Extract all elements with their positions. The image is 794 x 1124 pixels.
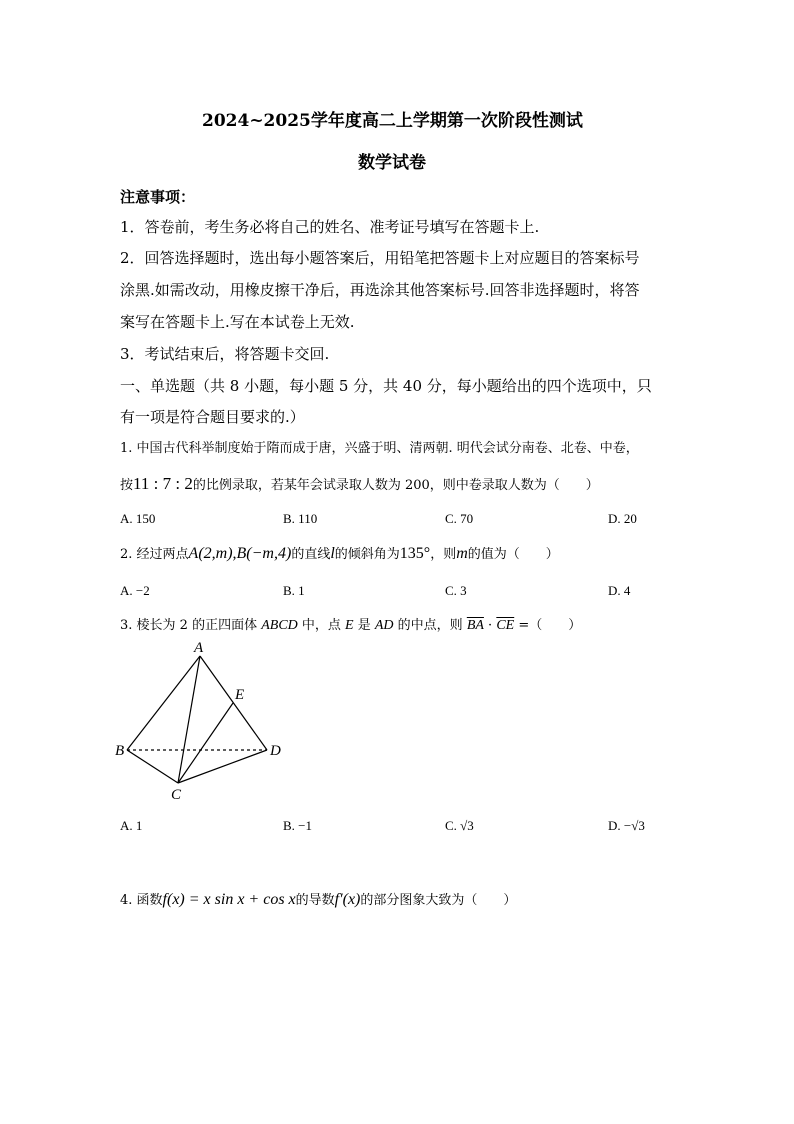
question-4-text-1: 的导数 (295, 893, 335, 908)
tetrahedron-figure (112, 636, 292, 804)
vertex-label-b: B (115, 743, 125, 759)
notes-item-2-line-1: 2．回答选择题时，选出每小题答案后，用铅笔把答题卡上对应题目的答案标号 (120, 249, 640, 267)
question-2-text-1: 的直线 (291, 547, 331, 562)
question-2-point-a: A(2,m) (188, 545, 233, 562)
question-3-point-e: E (345, 618, 354, 633)
question-2-option-c: C. 3 (445, 583, 467, 598)
question-3-option-a: A. 1 (120, 818, 143, 833)
edge-ac (178, 656, 200, 783)
vertex-label-c: C (171, 787, 182, 803)
question-3-edge-ad: AD (374, 618, 394, 633)
question-1-option-d: D. 20 (608, 511, 637, 526)
question-4-derivative: f′(x) (334, 891, 361, 908)
edge-ab (127, 656, 200, 750)
question-1-option-a: A. 150 (120, 511, 156, 526)
notes-item-2-line-3: 案写在答题卡上.写在本试卷上无效. (120, 313, 355, 331)
section-1-heading-line-2: 有一项是符合题目要求的.） (120, 408, 305, 426)
question-3-vector-ce: $\overline{CE}$ (496, 618, 515, 633)
question-2-option-a: A. −2 (120, 583, 150, 598)
question-3-option-d: D. −√3 (608, 818, 645, 833)
question-1-line-1: 1. 中国古代科举制度始于隋而成于唐，兴盛于明、清两朝. 明代会试分南卷、北卷、中卷， (120, 441, 639, 456)
question-1-prefix: 按 (120, 478, 134, 493)
question-3-vector-ba: $\overline{BA}$ (466, 618, 484, 633)
question-4-stem (120, 889, 516, 909)
question-2-point-b: B(−m,4) (236, 545, 292, 562)
question-3-text-1: 中，点 (297, 618, 346, 633)
question-1-line-2 (120, 474, 599, 494)
section-1-heading-line-1: 一、单选题（共 8 小题，每小题 5 分，共 40 分，每小题给出的四个选项中，只 (120, 377, 652, 395)
question-2-line-l: l (330, 545, 335, 562)
question-2-text-2: 的倾斜角为 (334, 547, 400, 562)
question-1-option-c: C. 70 (445, 511, 474, 526)
question-2-text-3: ，则 (430, 547, 457, 562)
question-3-prefix: 3. 棱长为 2 的正四面体 (120, 618, 262, 633)
question-2-option-d: D. 4 (608, 583, 631, 598)
question-4-prefix: 4. 函数 (120, 893, 163, 908)
edge-cd (178, 750, 267, 783)
question-3-text-2: 是 (353, 618, 375, 633)
question-3-option-c: C. √3 (445, 818, 474, 833)
question-3-dot: · (483, 618, 497, 633)
notes-item-1: 1．答卷前，考生务必将自己的姓名、准考证号填写在答题卡上. (120, 218, 540, 236)
question-2-var-m: m (456, 545, 468, 562)
question-3-text-3: 的中点，则 (393, 618, 467, 633)
notes-item-3: 3．考试结束后，将答题卡交回. (120, 345, 330, 363)
vertex-label-d: D (270, 743, 281, 759)
question-1-option-b: B. 110 (283, 511, 318, 526)
question-2-option-b: B. 1 (283, 583, 305, 598)
exam-title: 2024~2025学年度高二上学期第一次阶段性测试 (202, 111, 583, 131)
question-3-option-b: B. −1 (283, 818, 313, 833)
question-2-comma: , (232, 545, 237, 562)
vertex-label-a: A (194, 640, 204, 656)
question-2-angle: 135° (399, 545, 431, 562)
notes-item-2-line-2: 涂黑.如需改动，用橡皮擦干净后，再选涂其他答案标号.回答非选择题时，将答 (120, 281, 640, 299)
question-1-stem: 的比例录取，若某年会试录取人数为 200，则中卷录取人数为（ ） (192, 478, 599, 493)
segment-ce (178, 703, 233, 783)
question-3-stem (120, 614, 581, 634)
question-2-text-4: 的值为（ ） (467, 547, 559, 562)
question-1-ratio: 11 : 7 : 2 (133, 474, 193, 493)
question-3-text-4: =（ ） (514, 618, 582, 633)
question-2-stem (120, 543, 559, 563)
question-4-function: f(x) = x sin x + cos x (162, 891, 296, 908)
question-2-prefix: 2. 经过两点 (120, 547, 189, 562)
notes-heading: 注意事项： (120, 188, 196, 206)
point-label-e: E (235, 687, 245, 703)
question-4-text-2: 的部分图象大致为（ ） (360, 893, 517, 908)
exam-subtitle: 数学试卷 (358, 153, 426, 173)
edge-bc (127, 750, 178, 783)
question-3-tetrahedron: ABCD (261, 618, 298, 633)
